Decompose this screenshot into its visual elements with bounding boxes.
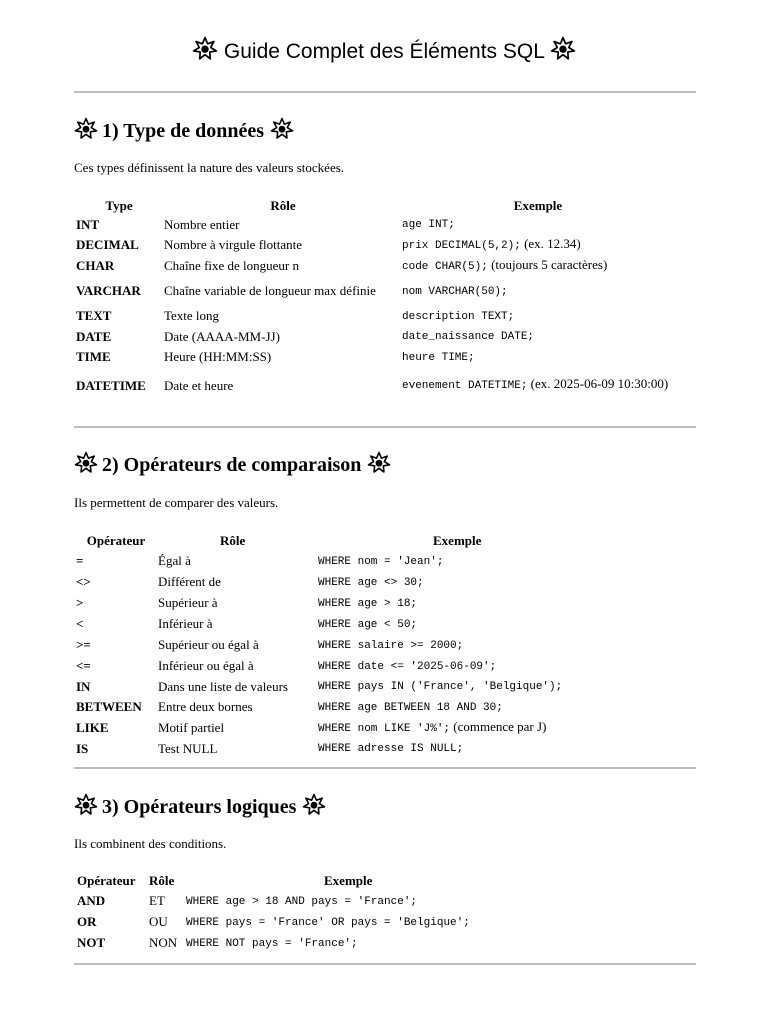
table-row xyxy=(74,696,674,717)
role-cell: Chaîne variable de longueur max définie xyxy=(164,283,376,298)
code-example: WHERE pays IN ('France', 'Belgique'); xyxy=(318,681,563,693)
keyword-cell: > xyxy=(76,595,84,610)
table-row xyxy=(74,346,674,367)
example-note: (ex. 12.34) xyxy=(524,235,581,251)
code-example: WHERE pays = 'France' OR pays = 'Belgique'; xyxy=(186,916,470,929)
column-header: Rôle xyxy=(270,197,296,213)
table-row xyxy=(74,676,674,696)
column-header: Opérateur xyxy=(86,533,146,548)
code-example: WHERE age < 50; xyxy=(318,618,418,631)
section-logical-operators xyxy=(74,793,696,950)
keyword-cell: NOT xyxy=(77,935,106,950)
keyword-cell: DECIMAL xyxy=(76,237,139,252)
example-cell xyxy=(186,911,534,932)
keyword-cell: BETWEEN xyxy=(76,699,142,714)
role-cell: Heure (HH:MM:SS) xyxy=(164,349,272,364)
example-cell xyxy=(318,592,674,613)
table-row xyxy=(74,214,674,234)
star-icon xyxy=(74,117,98,141)
example-cell xyxy=(402,276,674,305)
code-example: WHERE nom LIKE 'J%'; xyxy=(318,722,451,735)
example-cell xyxy=(402,214,674,234)
keyword-cell: <> xyxy=(76,574,91,589)
example-cell xyxy=(318,738,674,758)
example-cell xyxy=(402,367,674,403)
column-header: Type xyxy=(105,197,133,213)
role-cell: Chaîne fixe de longueur n xyxy=(164,258,300,273)
table-row xyxy=(74,655,674,676)
divider xyxy=(74,963,696,965)
table-row xyxy=(74,911,534,932)
data-types-table xyxy=(74,196,674,403)
role-cell: Supérieur ou égal à xyxy=(158,637,259,652)
code-example: WHERE age <> 30; xyxy=(318,576,424,589)
table-row xyxy=(74,326,674,346)
keyword-cell: CHAR xyxy=(76,258,115,273)
page-title-text: Guide Complet des Éléments SQL xyxy=(223,40,545,63)
example-cell xyxy=(402,234,674,255)
example-cell xyxy=(402,326,674,346)
section-heading xyxy=(74,793,696,819)
table-row xyxy=(74,367,674,403)
role-cell: Nombre à virgule flottante xyxy=(164,237,303,252)
code-example: evenement DATETIME; xyxy=(402,380,528,392)
divider xyxy=(74,767,696,769)
divider xyxy=(74,91,696,93)
role-cell: NON xyxy=(149,935,178,950)
table-row xyxy=(74,717,674,738)
code-example: WHERE salaire >= 2000; xyxy=(318,639,464,652)
column-header: Exemple xyxy=(433,533,482,548)
logical-operators-table xyxy=(74,871,534,953)
section-intro: Ils permettent de comparer des valeurs. xyxy=(74,495,279,510)
example-note: (toujours 5 caractères) xyxy=(491,256,608,272)
example-note: (commence par J) xyxy=(453,718,547,734)
star-icon xyxy=(367,451,391,475)
example-cell xyxy=(402,255,674,276)
role-cell: ET xyxy=(149,893,165,908)
section-heading-text: 3) Opérateurs logiques xyxy=(102,796,297,818)
code-example: WHERE date <= '2025-06-09'; xyxy=(318,660,497,673)
code-example: date_naissance DATE; xyxy=(402,331,535,343)
comparison-operators-table xyxy=(74,531,674,758)
example-cell xyxy=(186,890,534,911)
example-cell xyxy=(318,634,674,655)
code-example: WHERE age > 18 AND pays = 'France'; xyxy=(186,895,418,908)
code-example: prix DECIMAL(5,2); xyxy=(402,239,521,252)
divider xyxy=(74,426,696,428)
table-row xyxy=(74,592,674,613)
code-example: code CHAR(5); xyxy=(402,260,488,273)
code-example: WHERE age BETWEEN 18 AND 30; xyxy=(318,701,503,714)
role-cell: Entre deux bornes xyxy=(158,699,253,714)
table-row xyxy=(74,276,674,305)
keyword-cell: = xyxy=(76,553,84,568)
example-cell xyxy=(318,613,674,634)
role-cell: Supérieur à xyxy=(158,595,218,610)
column-header: Rôle xyxy=(220,533,246,548)
section-heading xyxy=(74,117,696,143)
page-title xyxy=(0,36,768,67)
section-data-types xyxy=(74,117,696,393)
keyword-cell: < xyxy=(76,616,84,631)
role-cell: Dans une liste de valeurs xyxy=(158,678,288,694)
example-cell xyxy=(402,305,674,326)
table-row xyxy=(74,234,674,255)
code-example: WHERE adresse IS NULL; xyxy=(318,743,464,755)
role-cell: Inférieur ou égal à xyxy=(158,658,254,673)
code-example: description TEXT; xyxy=(402,310,515,323)
role-cell: Test NULL xyxy=(158,740,218,756)
section-comparison-operators xyxy=(74,451,696,756)
keyword-cell: IN xyxy=(76,678,91,694)
section-heading-text: 2) Opérateurs de comparaison xyxy=(102,454,362,476)
star-icon xyxy=(192,36,218,62)
role-cell: Égal à xyxy=(158,553,191,568)
role-cell: Date (AAAA-MM-JJ) xyxy=(164,328,280,344)
role-cell: Date et heure xyxy=(164,377,234,393)
code-example: WHERE age > 18; xyxy=(318,597,418,610)
role-cell: OU xyxy=(149,914,168,929)
example-cell xyxy=(318,550,674,571)
example-cell xyxy=(318,676,674,696)
star-icon xyxy=(302,793,326,817)
example-note: (ex. 2025-06-09 10:30:00) xyxy=(530,376,669,391)
code-example: age INT; xyxy=(402,219,455,231)
table-row xyxy=(74,550,674,571)
star-icon xyxy=(550,36,576,62)
star-icon xyxy=(74,451,98,475)
example-cell xyxy=(318,571,674,592)
example-cell xyxy=(318,696,674,717)
role-cell: Inférieur à xyxy=(158,616,213,631)
keyword-cell: DATETIME xyxy=(76,377,146,393)
section-heading-text: 1) Type de données xyxy=(102,120,265,142)
star-icon xyxy=(270,117,294,141)
role-cell: Texte long xyxy=(164,308,220,323)
column-header: Rôle xyxy=(149,873,175,888)
example-cell xyxy=(186,932,534,953)
role-cell: Motif partiel xyxy=(158,720,225,735)
keyword-cell: DATE xyxy=(76,328,112,344)
table-row xyxy=(74,255,674,276)
keyword-cell: TEXT xyxy=(76,308,112,323)
keyword-cell: AND xyxy=(77,893,106,908)
role-cell: Différent de xyxy=(158,574,221,589)
star-icon xyxy=(74,793,98,817)
code-example: nom VARCHAR(50); xyxy=(402,285,508,298)
keyword-cell: INT xyxy=(76,216,100,232)
example-cell xyxy=(318,717,674,738)
keyword-cell: <= xyxy=(76,658,91,673)
keyword-cell: TIME xyxy=(76,349,111,364)
table-row xyxy=(74,890,534,911)
column-header: Exemple xyxy=(324,873,373,888)
table-row xyxy=(74,932,534,953)
section-intro: Ils combinent des conditions. xyxy=(74,836,227,851)
table-row xyxy=(74,634,674,655)
code-example: WHERE nom = 'Jean'; xyxy=(318,555,444,568)
keyword-cell: >= xyxy=(76,637,91,652)
table-row xyxy=(74,613,674,634)
table-row xyxy=(74,738,674,758)
keyword-cell: LIKE xyxy=(76,720,109,735)
role-cell: Nombre entier xyxy=(164,216,240,232)
column-header: Opérateur xyxy=(77,873,136,888)
section-heading xyxy=(74,451,696,477)
code-example: heure TIME; xyxy=(402,351,475,364)
keyword-cell: OR xyxy=(77,914,97,929)
section-intro: Ces types définissent la nature des valeurs stockées. xyxy=(74,160,345,175)
keyword-cell: IS xyxy=(76,740,89,756)
column-header: Exemple xyxy=(513,197,563,213)
table-row xyxy=(74,305,674,326)
keyword-cell: VARCHAR xyxy=(76,283,141,298)
code-example: WHERE NOT pays = 'France'; xyxy=(186,937,358,950)
example-cell xyxy=(318,655,674,676)
example-cell xyxy=(402,346,674,367)
table-row xyxy=(74,571,674,592)
